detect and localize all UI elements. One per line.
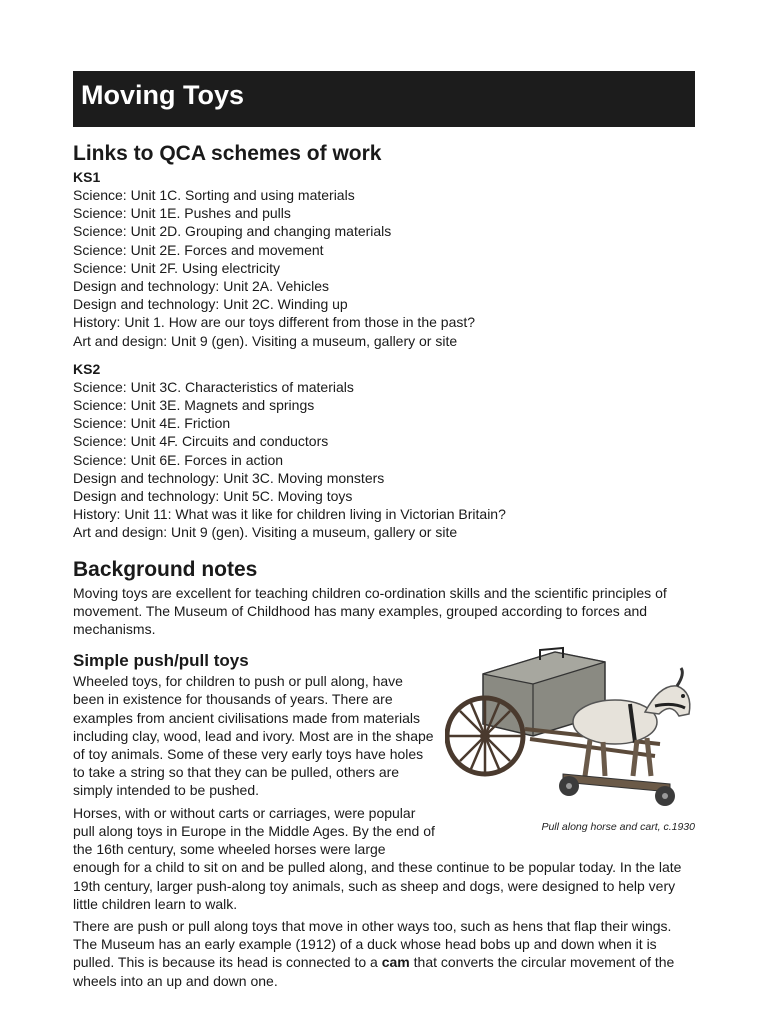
push-pull-heading: Simple push/pull toys [73, 651, 249, 671]
push-pull-para-3 [73, 917, 695, 990]
ks1-list [73, 186, 695, 350]
list-item: History: Unit 1. How are our toys different from those in the past? [73, 314, 476, 331]
links-heading: Links to QCA schemes of work [73, 142, 382, 165]
content [73, 140, 695, 990]
ks1-label: KS1 [73, 169, 101, 185]
push-pull-para-1: Wheeled toys, for children to push or pull along, have been in existence for thousands of years. There are examples from ancient civilisations made from materials including clay, wood, lead and ivory. Most are in the shape of toy animals. Some of these very early toys have holes to take a string so that they can be pulled, others are simply intended to be pushed. [73, 673, 434, 799]
background-intro: Moving toys are excellent for teaching children co-ordination skills and the scientific principles of movement. The Museum of Childhood has many examples, grouped according to forces and mechanisms. [73, 584, 667, 638]
page-title: Moving Toys [81, 80, 245, 110]
horse-cart-illustration [445, 644, 695, 822]
background-heading: Background notes [73, 557, 258, 581]
list-item: Science: Unit 3C. Characteristics of materials [73, 378, 354, 395]
list-item: Design and technology: Unit 3C. Moving monsters [73, 469, 385, 486]
figure-caption: Pull along horse and cart, c.1930 [541, 821, 695, 834]
list-item: Science: Unit 3E. Magnets and springs [73, 397, 315, 414]
list-item: Art and design: Unit 9 (gen). Visiting a museum, gallery or site [73, 524, 458, 541]
list-item: History: Unit 11: What was it like for children living in Victorian Britain? [73, 506, 506, 523]
list-item: Design and technology: Unit 5C. Moving toys [73, 488, 353, 505]
list-item: Science: Unit 4F. Circuits and conductors [73, 433, 329, 450]
list-item: Science: Unit 4E. Friction [73, 415, 231, 432]
title-bar [73, 71, 695, 127]
ks2-list [73, 378, 695, 542]
cam-term: cam [381, 954, 410, 971]
list-item: Design and technology: Unit 2C. Winding up [73, 296, 348, 313]
list-item: Art and design: Unit 9 (gen). Visiting a museum, gallery or site [73, 332, 458, 349]
list-item: Science: Unit 2F. Using electricity [73, 259, 280, 276]
list-item: Science: Unit 1E. Pushes and pulls [73, 205, 291, 222]
ks2-label: KS2 [73, 360, 101, 377]
list-item: Design and technology: Unit 2A. Vehicles [73, 278, 330, 295]
list-item: Science: Unit 6E. Forces in action [73, 451, 284, 468]
list-item: Science: Unit 1C. Sorting and using materials [73, 187, 355, 203]
list-item: Science: Unit 2D. Grouping and changing materials [73, 223, 392, 240]
push-pull-para-2: Horses, with or without carts or carriages, were popular pull along toys in Europe in the Middle Ages. By the end of the 16th century, some wheeled horses were large enough for a child to sit on and be pulled along, and these continue to be popular today. In the late 19th century, larger push-along toy animals, such as sheep and dogs, were designed to help very little children learn to walk. [73, 804, 682, 912]
horse-cart-figure [445, 644, 695, 836]
list-item: Science: Unit 2E. Forces and movement [73, 241, 324, 258]
para-3-text-after: that converts the circular movement of the wheels into an up and down one. [73, 954, 675, 989]
para-3-text-before: There are push or pull along toys that move in other ways too, such as hens that flap their wings. The Museum has an early example (1912) of a duck whose head bobs up and down when it is pulled. This is because its head is connected to a [73, 917, 672, 971]
